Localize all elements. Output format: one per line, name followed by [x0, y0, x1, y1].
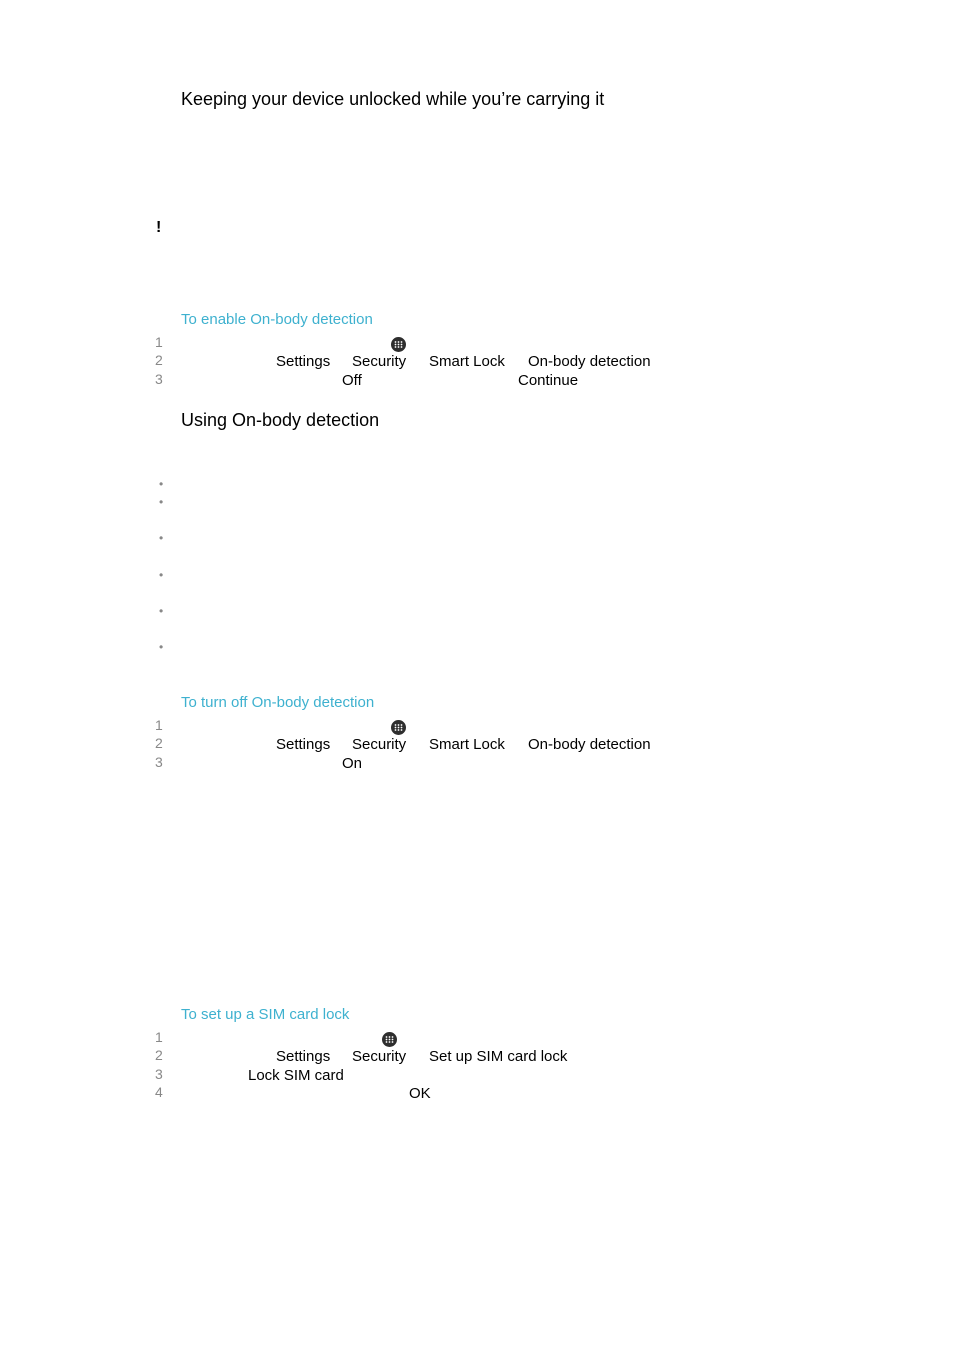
ui-term-on-body: On-body detection [528, 353, 651, 370]
apps-icon [391, 337, 406, 352]
ui-term-security: Security [352, 1048, 407, 1065]
apps-icon [391, 720, 406, 735]
list-bullet: • [159, 477, 164, 491]
ui-term-security: Security [352, 736, 407, 753]
ui-term-security: Security [352, 353, 407, 370]
ui-term-ok: OK [409, 1085, 431, 1102]
exclamation-icon: ! [156, 219, 162, 236]
list-bullet: • [159, 604, 164, 618]
step-number: 1 [155, 717, 163, 733]
list-bullet: • [159, 531, 164, 545]
ui-term-on-body: On-body detection [528, 736, 651, 753]
ui-term-settings: Settings [276, 736, 331, 753]
procedure-title: To set up a SIM card lock [181, 1006, 350, 1023]
procedure-title: To turn off On-body detection [181, 694, 375, 711]
list-bullet: • [159, 568, 164, 582]
step-number: 1 [155, 334, 163, 350]
ui-term-smart-lock: Smart Lock [429, 736, 505, 753]
step-number: 2 [155, 735, 163, 751]
ui-term-smart-lock: Smart Lock [429, 353, 505, 370]
procedure-title: To enable On-body detection [181, 311, 373, 328]
step-number: 3 [155, 754, 163, 770]
apps-icon [382, 1032, 397, 1047]
ui-term-lock-sim: Lock SIM card [248, 1067, 344, 1084]
step-number: 3 [155, 371, 163, 387]
ui-term-off: Off [342, 372, 362, 389]
ui-term-setup-sim: Set up SIM card lock [429, 1048, 568, 1065]
step-number: 3 [155, 1066, 163, 1082]
list-bullet: • [159, 495, 164, 509]
step-number: 2 [155, 1047, 163, 1063]
section-heading: Using On-body detection [181, 410, 380, 430]
ui-term-settings: Settings [276, 1048, 331, 1065]
step-number: 2 [155, 352, 163, 368]
section-heading: Keeping your device unlocked while you’re carrying it [181, 89, 605, 109]
ui-term-continue: Continue [518, 372, 579, 389]
list-bullet: • [159, 640, 164, 654]
step-number: 1 [155, 1029, 163, 1045]
ui-term-settings: Settings [276, 353, 331, 370]
ui-term-on: On [342, 755, 363, 772]
step-number: 4 [155, 1084, 163, 1100]
